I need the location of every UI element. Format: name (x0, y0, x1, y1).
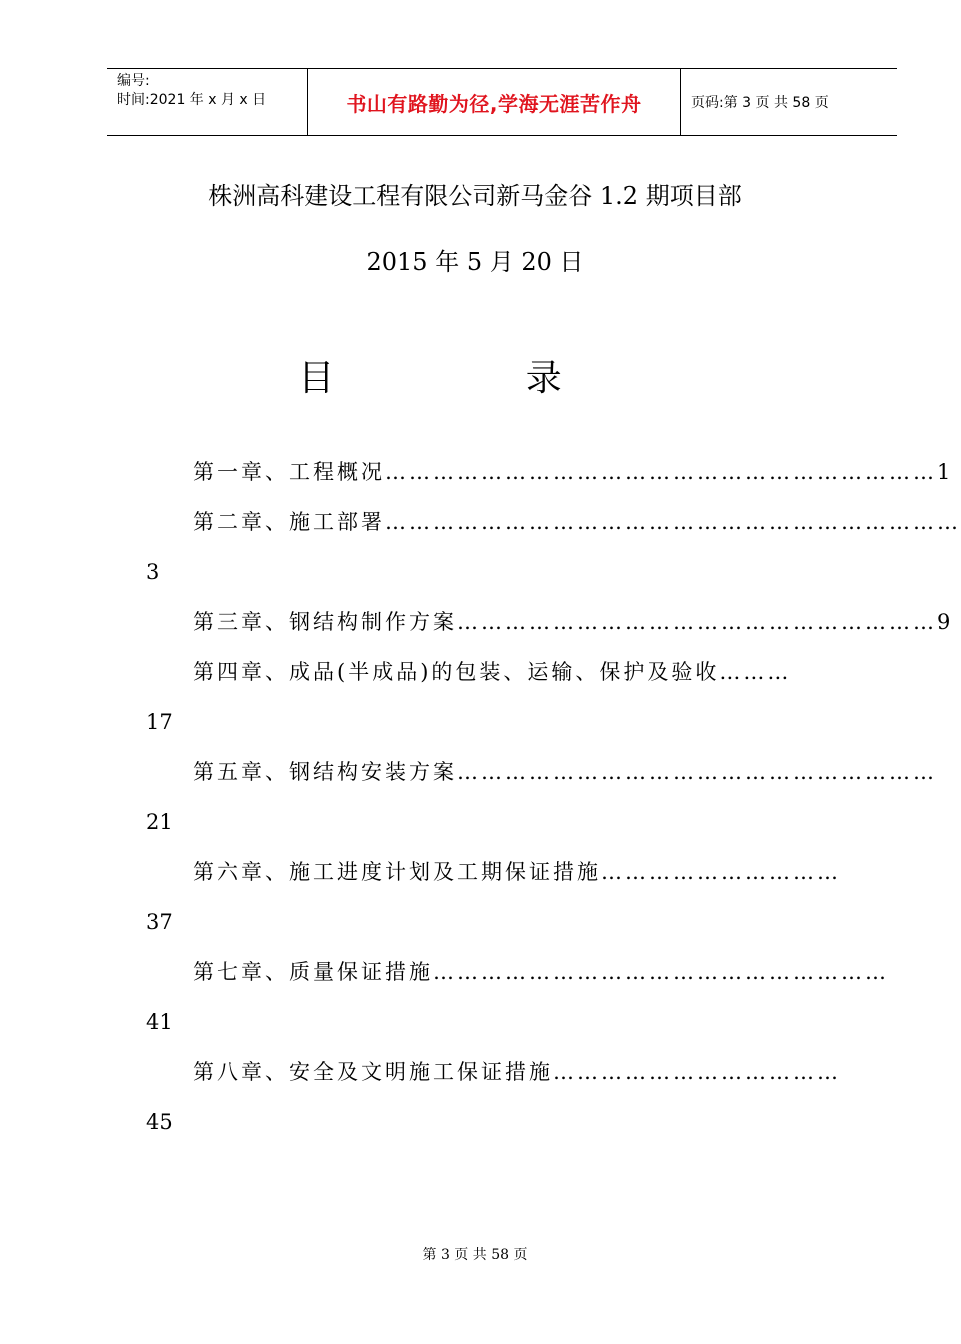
toc-entry-4-page: 17 (146, 710, 173, 734)
toc-title-text: 目 录 (298, 358, 652, 399)
toc-entry-text: 第二章、施工部署……………………………………………………………… (193, 510, 961, 534)
toc-entry-5[interactable] (193, 752, 937, 792)
company-name: 株洲高科建设工程有限公司新马金谷 1.2 期项目部 (208, 182, 742, 210)
toc-entry-text: 第四章、成品(半成品)的包装、运输、保护及验收……… (193, 660, 792, 684)
header-motto: 书山有路勤为径,学海无涯苦作舟 (308, 69, 681, 135)
toc-entry-2[interactable] (193, 502, 961, 542)
toc-entry-7-page: 41 (146, 1010, 173, 1034)
header-time: 时间:2021 年 x 月 x 日 (117, 92, 267, 108)
toc-entry-8-page: 45 (146, 1110, 173, 1134)
toc-entry-text: 第六章、施工进度计划及工期保证措施………………………… (193, 860, 841, 884)
header-page-info: 页码:第 3 页 共 58 页 (691, 95, 829, 111)
toc-entry-text: 第三章、钢结构制作方案……………………………………………………9 (193, 610, 954, 634)
toc-entry-6-page: 37 (146, 910, 173, 934)
toc-entry-2-page: 3 (146, 560, 160, 584)
header-number: 编号: (117, 73, 150, 89)
header-meta (107, 69, 308, 135)
toc-entry-6[interactable] (193, 852, 855, 892)
page-header (107, 68, 897, 136)
toc-entry-8[interactable] (193, 1052, 855, 1092)
document-date: 2015 年 5 月 20 日 (366, 248, 584, 276)
toc-entry-7[interactable] (193, 952, 889, 992)
toc-entry-text: 第八章、安全及文明施工保证措施……………………………… (193, 1060, 841, 1084)
toc-entry-text: 第一章、工程概况……………………………………………………………1 (193, 460, 954, 484)
toc-entry-text: 第七章、质量保证措施………………………………………………… (193, 960, 889, 984)
toc-title (0, 350, 950, 401)
toc-entry-text: 第五章、钢结构安装方案…………………………………………………… (193, 760, 937, 784)
toc-entry-5-page: 21 (146, 810, 173, 834)
toc-entry-3[interactable] (193, 602, 954, 642)
toc-entry-4[interactable] (193, 652, 855, 692)
page-footer: 第 3 页 共 58 页 (422, 1247, 528, 1263)
toc-entry-1[interactable] (193, 452, 954, 492)
